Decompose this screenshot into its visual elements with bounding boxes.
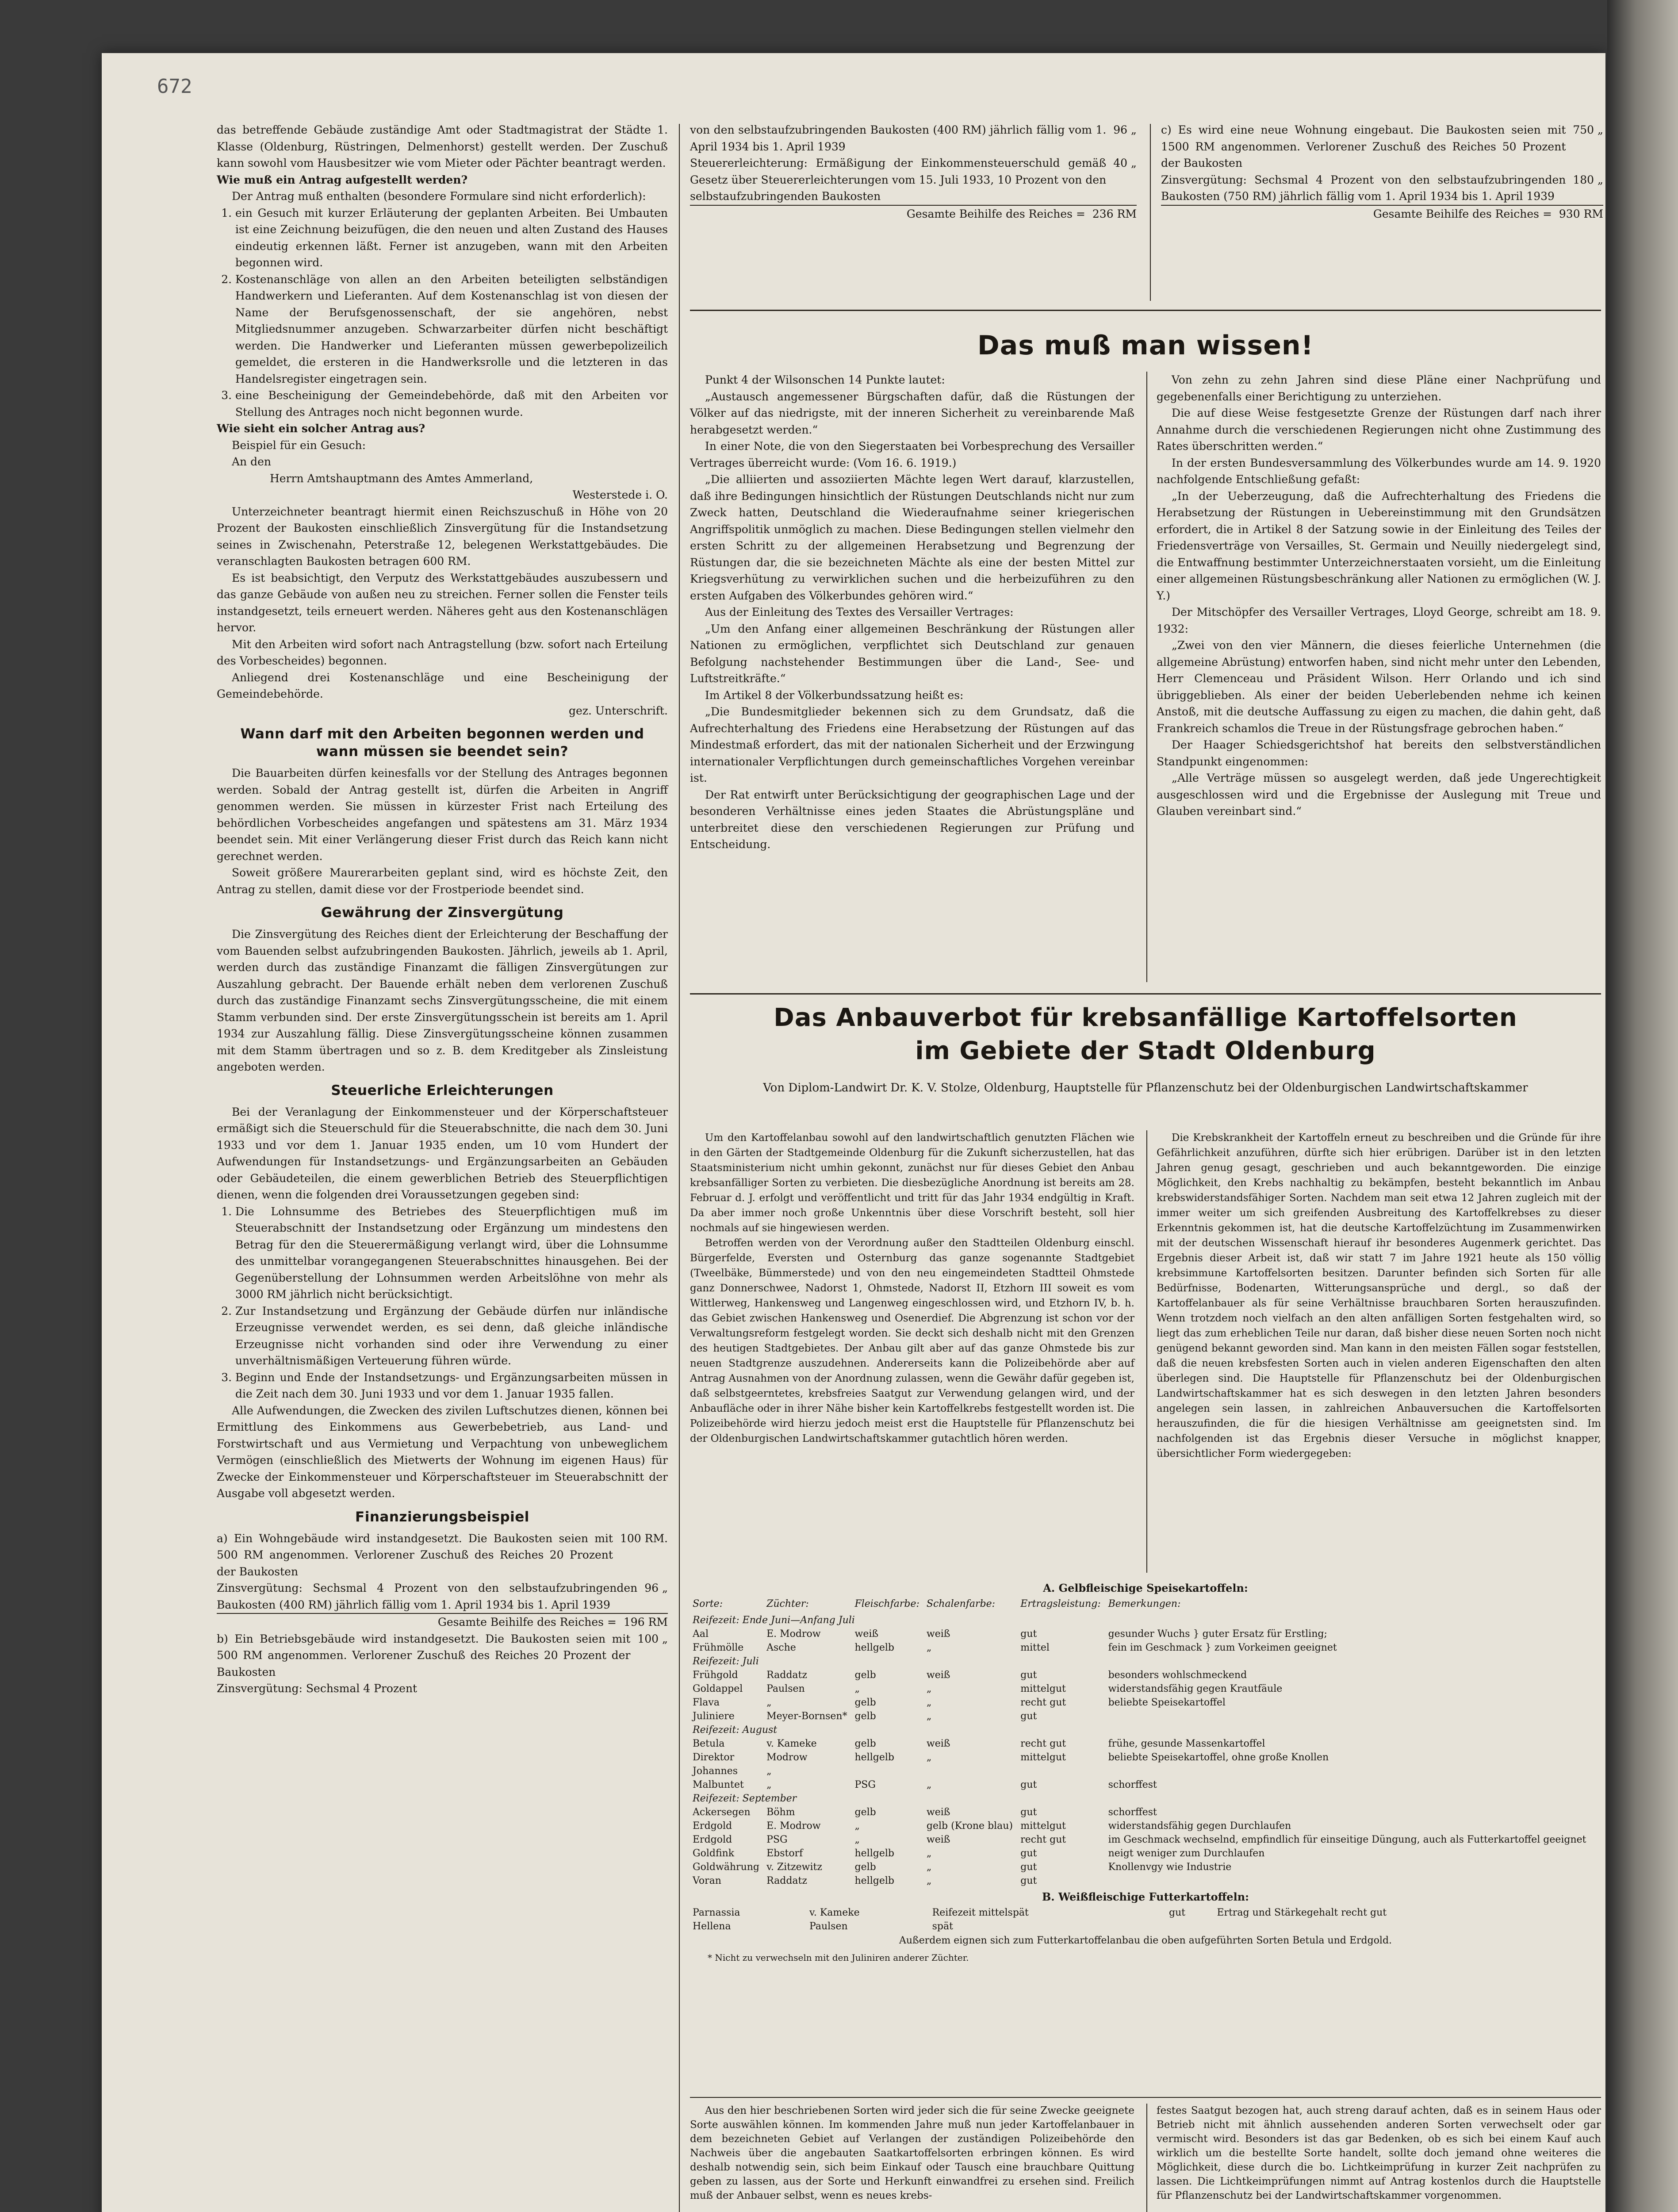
column-header: Schalenfarbe:: [926, 1598, 996, 1609]
table-cell: Frühgold: [693, 1670, 738, 1681]
table-cell: gelb: [854, 1697, 876, 1708]
table-cell: Hellena: [693, 1921, 731, 1932]
table-row: [690, 1737, 1601, 1751]
table-cell: Johannes: [693, 1766, 738, 1777]
table-row: [690, 1627, 1601, 1641]
ripening-period: Reifezeit: Juli: [693, 1656, 759, 1667]
paragraph: „Die Bundesmitglieder bekennen sich zu dem Grundsatz, daß die Aufrechterhaltung des Friedens eine Herabsetzung der Rüstungen auf das Mindestmaß erfordert, das mit der nationalen Sicherheit und der Erzwingung internationaler Verpflichtungen durch gemeinschaftliches Vorgehen vereinbar ist.: [690, 705, 1134, 784]
finance-line: [690, 155, 1137, 205]
question-heading: Wie sieht ein solcher Antrag aus?: [217, 422, 425, 435]
table-cell: widerstandsfähig gegen Durchlaufen: [1108, 1820, 1291, 1832]
table-cell: Goldfink: [693, 1848, 735, 1859]
table-cell: „: [854, 1820, 860, 1832]
paragraph: Im Artikel 8 der Völkerbundssatzung heißt es:: [705, 688, 964, 702]
table-cell: [1106, 1764, 1601, 1778]
table-cell: weiß: [926, 1628, 950, 1640]
table-cell: Ackersegen: [693, 1807, 751, 1818]
column-rule: [1150, 124, 1151, 301]
column-rule: [679, 124, 680, 2212]
table-cell: „: [926, 1642, 932, 1653]
table-cell: [1214, 1920, 1601, 1933]
paragraph: Die auf diese Weise festgesetzte Grenze der Rüstungen darf nach ihrer Annahme durch die verschiedenen Regierungen nicht ohne Zustimmung des Rates überschritten werden.“: [1157, 407, 1601, 453]
table-row: [690, 1874, 1601, 1888]
paragraph: Mit den Arbeiten wird sofort nach Antragstellung (bzw. sofort nach Erteilung des Vorbescheides) begonnen.: [217, 637, 668, 667]
paragraph: Betroffen werden von der Verordnung außer den Stadtteilen Oldenburg einschl. Bürgerfelde, Eversten und Osternburg das ganze sogenannte Stadtgebiet (Tweelbäke, Bümmerstede) und von den neu eingemeindeten Stadtteil Ohmstede ganz Donnerschwee, Nadorst 1, Ohmstede, Nadorst II, Etzhorn III soweit es vom Wittlerweg, Hankensweg und Langenweg eingeschlossen wird, und Etzhorn IV, b. h. das Gebiet zwischen Hankensweg und Osenerdief. Die Abgrenzung ist schon vor der Verwaltungsreform festgelegt worden. Sie deckt sich deshalb nicht mit den Grenzen des heutigen Stadtgebietes. Der Anbau gilt aber auf das ganze Ohmstede bis zur neuen Stadtgrenze auszudehnen. Andererseits kann die Polizeibehörde aber auf Antrag Ausnahmen von der Anordnung zulassen, wenn die Gewähr dafür gegeben ist, daß selbstgeerntetes, krebsfreies Saatgut zur Verwendung gelangen wird, und der Anbaufläche oder in ihrer Nähe bisher kein Kartoffelkrebs festgestellt worden ist. Die Polizeibehörde wird hierzu jedoch meist erst die Hauptstelle für Pflanzenschutz bei der Oldenburgischen Landwirtschaftskammer gutachtlich hören werden.: [690, 1237, 1134, 1444]
table-cell: PSG: [766, 1834, 788, 1845]
paragraph: Von zehn zu zehn Jahren sind diese Pläne einer Nachprüfung und gegebenenfalls einer Berichtigung zu unterziehen.: [1157, 373, 1601, 403]
column-left: [217, 122, 668, 1697]
paragraph: In der ersten Bundesversammlung des Völkerbundes wurde am 14. 9. 1920 nachfolgende Entschließung gefaßt:: [1157, 456, 1601, 486]
table-cell: Malbuntet: [693, 1779, 744, 1790]
item-label: b): [217, 1632, 228, 1645]
table-section-row: [690, 1613, 1601, 1627]
table-cell: v. Kameke: [766, 1738, 817, 1749]
paragraph: Es ist beabsichtigt, den Verputz des Werkstattgebäudes auszubessern und das ganze Gebäude von außen neu zu streichen. Ferner sollen die Fenster teils instandgesetzt, teils erneuert werden. Näheres geht aus den Kostenanschlägen hervor.: [217, 571, 668, 634]
section-heading: Gewährung der Zinsvergütung: [321, 905, 564, 921]
item-label: c): [1161, 123, 1172, 136]
paragraph: Soweit größere Maurerarbeiten geplant sind, wird es höchste Zeit, den Antrag zu stellen, damit diese vor der Frostperiode beendet sind.: [217, 866, 668, 896]
page-edge: [1607, 0, 1678, 2212]
table-cell: gelb (Krone blau): [926, 1820, 1013, 1832]
paragraph: „Die alliierten und assoziierten Mächte legen Wert darauf, klarzustellen, daß ihre Bedingungen hinsichtlich der Rüstungen Deutschlands nicht nur zum Zweck hatten, Deutschland die Wiederaufnahme seiner kriegerischen Angriffspolitik unmöglich zu machen. Diese Bedingungen stellen vielmehr den ersten Schritt zu der allgemeinen Herabsetzung und Begrenzung der Rüstungen dar, die sie bezeichneten Mächte als eine der besten Mittel zur Kriegsverhütung zu verwirklichen suchen und die herbeizuführen zu den ersten Aufgaben des Völkerbundes gehören wird.“: [690, 473, 1134, 602]
paragraph: festes Saatgut bezogen hat, auch streng darauf achten, daß es in seinem Haus oder Betrieb nicht mit ähnlich aussehenden anderen Sorten verwechselt oder gar vermischt wird. Besonders ist das gar Bedenken, ob es sich bei einem Kauf auch wirklich um die bestellte Sorte handelt, sollte doch jemand ohne weiteres die Möglichkeit, diese durch die bo. Lichtkeimprüfung in kurzer Zeit nachprüfen zu lassen. Die Lichtkeimprüfungen nimmt auf Antrag kostenlos durch die Hauptstelle für Pflanzenschutz bei der Landwirtschaftskammer vorgenommen.: [1157, 2105, 1601, 2201]
fodder-table: [690, 1906, 1601, 1933]
paragraph: Alle Aufwendungen, die Zwecken des zivilen Luftschutzes dienen, können bei Ermittlung des Einkommens aus Gewerbebetrieb, aus Land- und Forstwirtschaft und aus Vermietung und Verpachtung von unbeweglichem Vermögen (einschließlich des Mietwerts der Wohnung im eigenen Haus) für Zwecke der Einkommensteuer und Körperschaftsteuer im Steuerabschnitt der Ausgabe voll abgesetzt werden.: [217, 1404, 668, 1500]
table-cell: gut: [1020, 1862, 1037, 1873]
table-cell: beliebte Speisekartoffel: [1108, 1697, 1226, 1708]
paragraph: Der Haager Schiedsgerichtshof hat bereits den selbstverständlichen Standpunkt eingenommen:: [1157, 738, 1601, 768]
item-label: a): [217, 1532, 228, 1545]
paragraph: Unterzeichneter beantragt hiermit einen Reichszuschuß in Höhe von 20 Prozent der Baukosten einschließlich Zinsvergütung für die Instandsetzung seines in Zwischenahn, Peterstraße 12, belegenen Werkstattgebäudes. Die veranschlagten Baukosten betragen 600 RM.: [217, 505, 668, 568]
finance-line: [1161, 122, 1603, 172]
table-cell: Ebstorf: [766, 1848, 803, 1859]
table-cell: schorffest: [1108, 1807, 1157, 1818]
address-line: An den: [232, 455, 272, 468]
table-row: [690, 1847, 1601, 1860]
table-cell: „: [766, 1697, 772, 1708]
list-item: 3. Beginn und Ende der Instandsetzungs- und Ergänzungsarbeiten müssen in die Zeit nach dem 30. Juni 1933 und vor dem 1. Januar 1935 fallen.: [235, 1369, 668, 1402]
paragraph: „Um den Anfang einer allgemeinen Beschränkung der Rüstungen aller Nationen zu ermöglichen, verpflichtet sich Deutschland zur genauen Befolgung nachstehender Bestimmungen über die Land-, See- und Luftstreitkräfte.“: [690, 622, 1134, 685]
signature: gez. Unterschrift.: [569, 704, 668, 717]
table-cell: Ertrag und Stärkegehalt recht gut: [1217, 1907, 1387, 1918]
amount: 40 „: [1113, 157, 1137, 169]
table-cell: hellgelb: [854, 1642, 894, 1653]
table-cell: gut: [1020, 1875, 1037, 1886]
article-title: Das Anbauverbot für krebsanfällige Kartoffelsorten: [774, 1003, 1517, 1032]
table-cell: fein im Geschmack } zum Vorkeimen geeignet: [1108, 1642, 1337, 1653]
paragraph: Beispiel für ein Gesuch:: [232, 438, 366, 452]
table-cell: „: [926, 1779, 932, 1790]
table-row: [690, 1668, 1601, 1682]
list-item: 3. eine Bescheinigung der Gemeindebehörde, daß mit den Arbeiten vor Stellung des Antrages noch nicht begonnen wurde.: [235, 387, 668, 420]
table-cell: Voran: [693, 1875, 721, 1886]
paragraph: „In der Ueberzeugung, daß die Aufrechterhaltung des Friedens die Herabsetzung der Rüstungen in Uebereinstimmung mit den Grundsätzen erfordert, die in Artikel 8 der Satzung sowie in der Einleitung des Teiles der Friedensverträge von Versailles, St. Germain und Neuilly niedergelegt sind, die Entwaffnung bestimmter Unterzeichnerstaaten vorsieht, um die Einleitung einer allgemeinen Rüstungsbeschränkung aller Nationen zu ermöglichen (W. J. Y.): [1157, 489, 1601, 602]
table-section-row: [690, 1723, 1601, 1737]
question-heading: Wie muß ein Antrag aufgestellt werden?: [217, 173, 468, 186]
table-row: [690, 1819, 1601, 1833]
table-cell: E. Modrow: [766, 1628, 821, 1640]
item-text: Zinsvergütung: Sechsmal 4 Prozent: [217, 1682, 418, 1695]
table-cell: Erdgold: [693, 1820, 732, 1832]
table-cell: „: [926, 1752, 932, 1763]
table-cell: [1154, 1920, 1166, 1933]
column-rule: [1146, 372, 1147, 982]
table-row: [690, 1920, 1601, 1933]
table-cell: gut: [1020, 1711, 1037, 1722]
table-cell: „: [926, 1862, 932, 1873]
table-cell: weiß: [926, 1670, 950, 1681]
table-row: [690, 1764, 1601, 1778]
table-cell: „: [766, 1766, 772, 1777]
amount: 100 „: [637, 1632, 668, 1645]
table-cell: hellgelb: [854, 1848, 894, 1859]
article-title-line2: im Gebiete der Stadt Oldenburg: [915, 1037, 1376, 1065]
column-header: Züchter:: [766, 1598, 809, 1609]
total-label: Gesamte Beihilfe des Reiches =: [1373, 207, 1552, 220]
table-cell: Reifezeit mittelspät: [932, 1907, 1029, 1918]
item-text: Steuererleichterung: Ermäßigung der Einkommensteuerschuld gemäß Gesetz über Steuererleichterungen vom 15. Juli 1933, 10 Prozent von den selbstaufzubringenden Baukosten: [690, 157, 1107, 203]
kartoffel-bottom-left: [690, 2104, 1134, 2203]
finance-example-c: [1161, 122, 1603, 222]
table-cell: Direktor: [693, 1752, 735, 1763]
table-cell: [1018, 1764, 1105, 1778]
kartoffel-left-column: [690, 1130, 1134, 1446]
table-cell: weiß: [926, 1807, 950, 1818]
item-text: Es wird eine neue Wohnung eingebaut. Die Baukosten seien mit 1500 RM angenommen. Verlorener Zuschuß des Reiches 50 Prozent der Baukosten: [1161, 123, 1566, 169]
amount: 750 „: [1573, 123, 1603, 136]
table-cell: gut: [1020, 1628, 1037, 1640]
section-heading: Wann darf mit den Arbeiten begonnen werden und wann müssen sie beendet sein?: [240, 726, 644, 760]
table-cell: recht gut: [1020, 1697, 1066, 1708]
wissen-right-column: [1157, 372, 1601, 820]
paragraph: Um den Kartoffelanbau sowohl auf den landwirtschaftlich genutzten Flächen wie in den Gärten der Stadtgemeinde Oldenburg für die Zukunft sicherzustellen, hat das Staatsministerium nicht umhin gekonnt, zunächst nur für dieses Gebiet den Anbau krebsanfälliger Sorten zu verbieten. Die diesbezügliche Anordnung ist bereits am 28. Februar d. J. erfolgt und veröffentlicht und tritt für das Jahr 1934 endgültig in Kraft. Da aber immer noch große Unkenntnis über diese Vorschrift besteht, soll hier nochmals auf sie hingewiesen werden.: [690, 1132, 1134, 1234]
table-section-row: [690, 1792, 1601, 1805]
table-cell: gesunder Wuchs } guter Ersatz für Erstling;: [1108, 1628, 1327, 1640]
column-header: Fleischfarbe:: [854, 1598, 919, 1609]
finance-line: [1161, 172, 1603, 205]
finance-line: [217, 1631, 668, 1681]
table-cell: Modrow: [766, 1752, 808, 1763]
list-item: 2. Kostenanschläge von allen an den Arbeiten beteiligten selbständigen Handwerkern und Lieferanten. Auf dem Kostenanschlag ist von diesen der Name der Berufsgenossenschaft, der sie angehören, nebst Mitgliedsnummer anzugeben. Schwarzarbeiter dürfen nicht beschäftigt werden. Die Handwerker und Lieferanten müssen gewerbepolizeilich gemeldet, die ersteren in die Handwerksrolle und die letzteren in das Handelsregister eingetragen sein.: [235, 271, 668, 388]
table-cell: Raddatz: [766, 1875, 807, 1886]
column-rule: [1146, 1130, 1147, 1573]
table-cell: Aal: [693, 1628, 709, 1640]
table-row: [690, 1751, 1601, 1764]
table-cell: recht gut: [1020, 1738, 1066, 1749]
table-cell: hellgelb: [854, 1875, 894, 1886]
table-cell: weiß: [854, 1628, 879, 1640]
item-text: von den selbstaufzubringenden Baukosten (400 RM) jährlich fällig vom 1. April 1934 bis 1. April 1939: [690, 123, 1107, 153]
table-cell: [924, 1764, 1018, 1778]
table-cell: Parnassia: [693, 1907, 740, 1918]
table-cell: beliebte Speisekartoffel, ohne große Knollen: [1108, 1752, 1329, 1763]
table-row: [690, 1709, 1601, 1723]
section-rule: [690, 2097, 1601, 2098]
table-cell: mittel: [1020, 1642, 1050, 1653]
table-cell: Frühmölle: [693, 1642, 744, 1653]
table-row: [690, 1860, 1601, 1874]
kartoffel-right-column: [1157, 1130, 1601, 1461]
paragraph: Aus den hier beschriebenen Sorten wird jeder sich die für seine Zwecke geeignete Sorte auswählen können. Im kommenden Jahre muß nun jeder Kartoffelanbauer in dem bezeichneten Gebiet auf Verlangen der zuständigen Polizeibehörde den Nachweis über die angebauten Saatkartoffelsorten erbringen können. Es wird deshalb notwendig sein, sich beim Einkauf oder Tausch eine brauchbare Quittung geben zu lassen, aus der Sorte und Herkunft einwandfrei zu ersehen sind. Freilich muß der Anbauer selbst, wenn es neues krebs-: [690, 2105, 1134, 2201]
paragraph: Punkt 4 der Wilsonschen 14 Punkte lautet:: [705, 373, 945, 386]
table-cell: weiß: [926, 1738, 950, 1749]
table-cell: „: [766, 1779, 772, 1790]
table-title: A. Gelbfleischige Speisekartoffeln:: [1043, 1582, 1248, 1594]
table-cell: Asche: [766, 1642, 796, 1653]
table-cell: [1106, 1709, 1601, 1723]
paragraph: Die Krebskrankheit der Kartoffeln erneut zu beschreiben und die Gründe für ihre Gefährlichkeit anzuführen, dürfte sich hier erübrigen. Darüber ist in den letzten Jahren genug gesagt, geschrieben und auch bekanntgeworden. Die einzige Möglichkeit, den Krebs nachhaltig zu bekämpfen, besteht bekanntlich im Anbau krebswiderstandsfähiger Sorten. Nachdem man seit etwa 12 Jahren zugleich mit der immer weiter um sich greifenden Ausbreitung des Kartoffelkrebses zu dieser Erkenntnis gekommen ist, hat die deutsche Kartoffelzüchtung im Zusammenwirken mit der deutschen Wissenschaft hierauf ihr besonderes Augenmerk gerichtet. Das Ergebnis dieser Arbeit ist, daß wir statt 7 im Jahre 1921 heute als 150 völlig krebsimmune Kartoffelsorten besitzen. Darunter befinden sich Sorten für alle Bedürfnisse, Bodenarten, Witterungsansprüche und dergl., so daß der Kartoffelanbauer als für seine Verhältnisse brauchbaren Sorten herauszufinden. Wenn trotzdem noch vielfach an den alten anfälligen Sorten festgehalten wird, so liegt das zum erheblichen Teile nur daran, daß bisher diese neuen Sorten noch nicht genügend bekannt geworden sind. Man kann in den meisten Fällen sogar feststellen, daß die neuen krebsfesten Sorten auch in vielen anderen Eigenschaften den alten überlegen sind. Die Hauptstelle für Pflanzenschutz bei der Oldenburgischen Landwirtschaftskammer hat es sich deswegen in den letzten Jahren besonders angelegen sein lassen, in zahlreichen Anbauversuchen die Kartoffelsorten herauszufinden, die für die hiesigen Verhältnisse am geeignetsten sind. Im nachfolgenden ist das Ergebnis dieser Versuche in möglichst knapper, übersichtlicher Form wiedergegeben:: [1157, 1132, 1601, 1459]
table-cell: gut: [1169, 1907, 1186, 1918]
ripening-period: Reifezeit: September: [693, 1793, 797, 1804]
table-cell: recht gut: [1020, 1834, 1066, 1845]
conditions-list: [217, 1203, 668, 1402]
column-header: Ertragsleistung:: [1020, 1598, 1101, 1609]
table-cell: [1106, 1874, 1601, 1888]
section-rule: [690, 993, 1601, 995]
item-text: Ein Betriebsgebäude wird instandgesetzt. Die Baukosten seien mit 500 RM angenommen. Verlorener Zuschuß des Reiches 20 Prozent der Baukosten: [217, 1632, 631, 1678]
total-amount: 196 RM: [623, 1616, 668, 1628]
table-cell: weiß: [926, 1834, 950, 1845]
column-header: Bemerkungen:: [1108, 1598, 1181, 1609]
column-header: Sorte:: [693, 1598, 723, 1609]
table-cell: v. Zitzewitz: [766, 1862, 822, 1873]
kartoffel-bottom-right: [1157, 2104, 1601, 2203]
table-cell: im Geschmack wechselnd, empfindlich für einseitige Düngung, auch als Futterkartoffel geeignet: [1108, 1834, 1586, 1845]
table-cell: Raddatz: [766, 1670, 807, 1681]
amount: 100 RM.: [620, 1532, 668, 1545]
table-header-row: [690, 1597, 1601, 1613]
table-cell: PSG: [854, 1779, 876, 1790]
table-row: [690, 1778, 1601, 1792]
table-cell: „: [926, 1848, 932, 1859]
item-text: Ein Wohngebäude wird instandgesetzt. Die Baukosten seien mit 500 RM angenommen. Verlorener Zuschuß des Reiches 20 Prozent der Baukosten: [217, 1532, 613, 1578]
table-row: [690, 1906, 1601, 1920]
amount: 96 „: [644, 1582, 668, 1594]
finance-line: [217, 1580, 668, 1613]
table-cell: neigt weniger zum Durchlaufen: [1108, 1848, 1265, 1859]
table-cell: widerstandsfähig gegen Krautfäule: [1108, 1683, 1283, 1694]
ripening-period: Reifezeit: Ende Juni—Anfang Juli: [693, 1615, 855, 1626]
table-cell: „: [854, 1834, 860, 1845]
finance-line: [690, 122, 1137, 155]
address-line: Herrn Amtshauptmann des Amtes Ammerland,: [270, 472, 533, 485]
table-title: B. Weißfleischige Futterkartoffeln:: [1042, 1890, 1249, 1903]
paragraph: Bei der Veranlagung der Einkommensteuer und der Körperschaftsteuer ermäßigt sich die Steuerschuld für die Steuerabschnitte, die nach dem 30. Juni 1933 und vor dem 1. Januar 1935 enden, um 10 vom Hundert der Aufwendungen für Instandsetzungs- und Ergänzungsarbeiten an Gebäuden oder Gebäudeteilen, die einem gewerblichen Betrieb des Steuerpflichtigen dienen, wenn die folgenden drei Voraussetzungen gegeben sind:: [217, 1105, 668, 1201]
table-cell: [852, 1764, 923, 1778]
paragraph: Aus der Einleitung des Textes des Versailler Vertrages:: [705, 606, 1014, 618]
item-text: Zinsvergütung: Sechsmal 4 Prozent von den selbstaufzubringenden Baukosten (750 RM) jährlich fällig vom 1. April 1934 bis 1. April 1939: [1161, 173, 1566, 203]
column-rule: [1146, 2104, 1147, 2212]
finance-total: [217, 1613, 668, 1631]
finance-line: [217, 1530, 668, 1580]
page-number: 672: [157, 75, 192, 98]
article-title: Das muß man wissen!: [977, 330, 1314, 361]
table-cell: gelb: [854, 1862, 876, 1873]
table-cell: Juliniere: [693, 1711, 735, 1722]
paragraph: Der Mitschöpfer des Versailler Vertrages, Lloyd George, schreibt am 18. 9. 1932:: [1157, 606, 1601, 635]
table-cell: gut: [1020, 1848, 1037, 1859]
paragraph: Die Zinsvergütung des Reiches dient der Erleichterung der Beschaffung der vom Bauenden selbst aufzubringenden Baukosten. Jährlich, jeweils ab 1. April, werden durch das zuständige Finanzamt die fälligen Zinsvergütungen zur Auszahlung gebracht. Der Bauende erhält neben dem verlorenen Zuschuß durch das zuständige Finanzamt sechs Zinsvergütungsscheine, die mit einem Stamm verbunden sind. Der erste Zinsvergütungsschein ist bereits am 1. April 1934 zur Auszahlung fällig. Diese Zinsvergütungsscheine können zusammen mit dem Stamm übertragen und so z. B. dem Kreditgeber als Zinsleistung angeboten werden.: [217, 928, 668, 1073]
table-row: [690, 1641, 1601, 1655]
table-section-row: [690, 1655, 1601, 1668]
table-cell: schorffest: [1108, 1779, 1157, 1790]
ripening-period: Reifezeit: August: [693, 1724, 778, 1736]
table-row: [690, 1682, 1601, 1696]
table-cell: Erdgold: [693, 1834, 732, 1845]
table-cell: Paulsen: [766, 1683, 805, 1694]
table-cell: gut: [1020, 1807, 1037, 1818]
table-cell: „: [926, 1683, 932, 1694]
table-cell: hellgelb: [854, 1752, 894, 1763]
table-cell: Goldappel: [693, 1683, 743, 1694]
paragraph: Der Rat entwirft unter Berücksichtigung der geographischen Lage und der besonderen Verhältnisse eines jeden Staates die Abrüstungspläne und unterbreitet diese den verschiedenen Regierungen zur Prüfung und Entscheidung.: [690, 788, 1134, 851]
paragraph: In einer Note, die von den Siegerstaaten bei Vorbesprechung des Versailler Vertrages überreicht wurde: (Vom 16. 6. 1919.): [690, 440, 1134, 469]
byline: Von Diplom-Landwirt Dr. K. V. Stolze, Oldenburg, Hauptstelle für Pflanzenschutz bei der Oldenburgischen Landwirtschaftskammer: [763, 1081, 1528, 1094]
paragraph: „Austausch angemessener Bürgschaften dafür, daß die Rüstungen der Völker auf das niedrigste, mit der inneren Sicherheit zu vereinbarende Maß herabgesetzt werden.“: [690, 390, 1134, 436]
table-cell: E. Modrow: [766, 1820, 821, 1832]
table-cell: Paulsen: [809, 1921, 848, 1932]
table-cell: gut: [1020, 1670, 1037, 1681]
paragraph: „Zwei von den vier Männern, die dieses feierliche Unternehmen (die allgemeine Abrüstung) entworfen haben, sind nicht mehr unter den Lebenden, Herr Clemenceau und Präsident Wilson. Herr Orlando und ich sind übriggeblieben. Als einer der beiden Ueberlebenden nehme ich keinen Anstoß, mit die deutsche Auffassung zu eigen zu machen, die dahin geht, daß Frankreich schamlos die Treue in der Rüstungsfrage gebrochen haben.“: [1157, 639, 1601, 735]
table-cell: gelb: [854, 1711, 876, 1722]
finance-continued: [690, 122, 1137, 222]
table-row: [690, 1805, 1601, 1819]
table-cell: [1154, 1906, 1166, 1920]
table-cell: gelb: [854, 1670, 876, 1681]
amount: 180 „: [1573, 173, 1603, 186]
table-cell: v. Kameke: [809, 1907, 860, 1918]
paragraph: „Alle Verträge müssen so ausgelegt werden, daß jede Ungerechtigkeit ausgeschlossen wird und die Ergebnisse der Auslegung mit Treue und Glauben vereinbart sind.“: [1157, 772, 1601, 818]
table-cell: [1166, 1920, 1214, 1933]
table-cell: mittelgut: [1020, 1752, 1066, 1763]
table-cell: frühe, gesunde Massenkartoffel: [1108, 1738, 1265, 1749]
table-cell: besonders wohlschmeckend: [1108, 1670, 1247, 1681]
table-cell: Böhm: [766, 1807, 795, 1818]
finance-total: [1161, 205, 1603, 223]
variety-table: [690, 1597, 1601, 1888]
section-heading: Steuerliche Erleichterungen: [331, 1082, 554, 1098]
paragraph: Der Antrag muß enthalten (besondere Formulare sind nicht erforderlich):: [232, 190, 646, 203]
address-line: Westerstede i. O.: [572, 488, 668, 501]
table-cell: mittelgut: [1020, 1683, 1066, 1694]
total-label: Gesamte Beihilfe des Reiches =: [906, 207, 1085, 220]
section-heading: Finanzierungsbeispiel: [355, 1509, 529, 1525]
table-cell: Flava: [693, 1697, 720, 1708]
table-row: [690, 1696, 1601, 1709]
table-cell: gelb: [854, 1738, 876, 1749]
table-cell: gelb: [854, 1807, 876, 1818]
list-item: 1. Die Lohnsumme des Betriebes des Steuerpflichtigen muß im Steuerabschnitt der Instandsetzung oder Ergänzung um mindestens den Betrag für den die Steuerermäßigung verlangt wird, über die Lohnsumme des unmittelbar vorangegangenen Steuerabschnittes hinausgehen. Bei der Gegenüberstellung der Lohnsummen werden Arbeitslöhne von mehr als 3000 RM jährlich nicht berücksichtigt.: [235, 1203, 668, 1303]
table-cell: „: [926, 1711, 932, 1722]
footnote: * Nicht zu verwechseln mit den Juliniren anderer Züchter.: [708, 1952, 969, 1963]
table-cell: „: [926, 1697, 932, 1708]
variety-table-block: [690, 1582, 1601, 1963]
paragraph: Anliegend drei Kostenanschläge und eine Bescheinigung der Gemeindebehörde.: [217, 671, 668, 700]
amount: 96 „: [1113, 123, 1137, 136]
table-cell: Goldwährung: [693, 1862, 759, 1873]
table-cell: mittelgut: [1020, 1820, 1066, 1832]
total-amount: 930 RM: [1559, 207, 1603, 220]
list-item: 2. Zur Instandsetzung und Ergänzung der Gebäude dürfen nur inländische Erzeugnisse verwendet werden, es sei denn, daß gleiche inländische Erzeugnisse nicht vorhanden sind oder ihre Verwendung zu einer unverhältnismäßigen Verteuerung führen würde.: [235, 1303, 668, 1369]
item-text: Zinsvergütung: Sechsmal 4 Prozent von den selbstaufzubringenden Baukosten (400 RM) jährlich fällig vom 1. April 1934 bis 1. April 1939: [217, 1582, 638, 1611]
table-cell: Knollenvgy wie Industrie: [1108, 1862, 1232, 1873]
table-cell: „: [926, 1875, 932, 1886]
total-label: Gesamte Beihilfe des Reiches =: [437, 1616, 617, 1628]
table-cell: Betula: [693, 1738, 725, 1749]
list-item: 1. ein Gesuch mit kurzer Erläuterung der geplanten Arbeiten. Bei Umbauten ist eine Zeichnung beizufügen, die den neuen und alten Zustand des Hauses eindeutig erkennen läßt. Ferner ist anzugeben, wann mit den Arbeiten begonnen wird.: [235, 205, 668, 271]
table-note: Außerdem eignen sich zum Futterkartoffelanbau die oben aufgeführten Sorten Betula und Erdgold.: [899, 1935, 1392, 1946]
requirements-list: [217, 205, 668, 421]
finance-total: [690, 205, 1137, 223]
total-amount: 236 RM: [1092, 207, 1137, 220]
table-cell: gut: [1020, 1779, 1037, 1790]
section-rule: [690, 310, 1601, 311]
table-cell: Meyer-Bornsen*: [766, 1711, 847, 1722]
table-cell: „: [854, 1683, 860, 1694]
table-row: [690, 1833, 1601, 1847]
wissen-left-column: [690, 372, 1134, 853]
paragraph: Die Bauarbeiten dürfen keinesfalls vor der Stellung des Antrages begonnen werden. Sobald der Antrag gestellt ist, dürfen die Arbeiten in Angriff genommen werden. Sie müssen in kürzester Frist nach Erteilung des behördlichen Vorbescheides angefangen und spätestens am 31. März 1934 beendet sein. Mit einer Verlängerung dieser Frist durch das Reich kann nicht gerechnet werden.: [217, 767, 668, 863]
table-cell: spät: [932, 1921, 953, 1932]
intro-paragraph: das betreffende Gebäude zuständige Amt oder Stadtmagistrat der Städte 1. Klasse (Oldenburg, Rüstringen, Delmenhorst) gestellt werden. Der Zuschuß kann sowohl vom Hausbesitzer wie vom Mieter oder Pächter beantragt werden.: [217, 123, 668, 169]
